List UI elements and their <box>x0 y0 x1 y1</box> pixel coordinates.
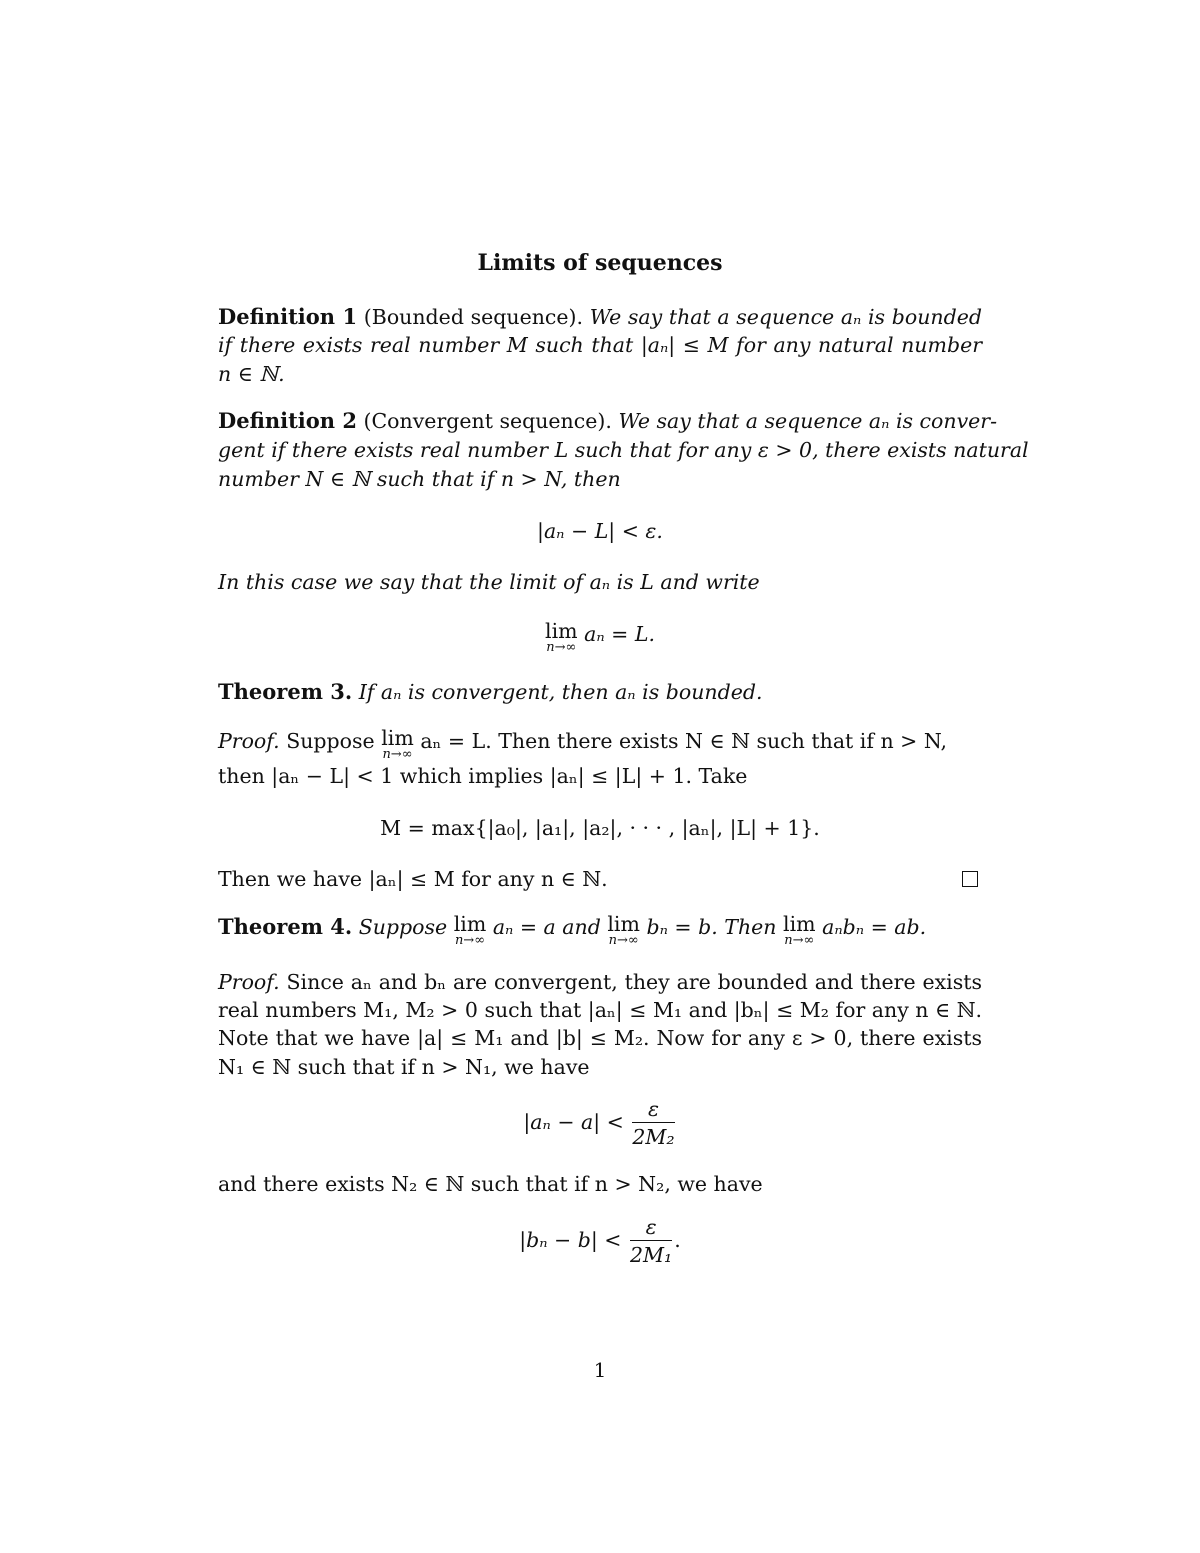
theorem-4-part-2: bₙ = b. Then <box>646 915 777 939</box>
theorem-4-lim-2: lim n→∞ <box>607 912 640 948</box>
definition-2-line-4: In this case we say that the limit of aₙ is L and write <box>218 570 760 594</box>
limit-equation <box>0 620 1200 654</box>
definition-1-line-1 <box>218 303 982 331</box>
equation-1-fraction: $\frac{\varepsilon}{\text{2M₂}}$ <box>632 1097 675 1149</box>
definition-2-line-3: number N ∈ ℕ such that if n > N, then <box>218 467 621 491</box>
definition-1-text: We say that a sequence aₙ is bounded <box>589 305 982 329</box>
equation-2-lhs: |bₙ − b| < <box>519 1228 622 1252</box>
definition-2-line-2: gent if there exists real number L such that for any ε > 0, there exists natural <box>218 438 1029 462</box>
definition-2-text: We say that a sequence aₙ is conver- <box>618 409 998 433</box>
definition-1-line-2: if there exists real number M such that |aₙ| ≤ M for any natural number <box>218 333 982 357</box>
definition-2-equation: |aₙ − L| < ε. <box>537 519 663 543</box>
proof-3-lim: lim n→∞ <box>381 726 414 762</box>
definition-2-label: Definition 2 <box>218 408 357 433</box>
lim-subscript: n→∞ <box>546 640 577 655</box>
proof-4-line-2: real numbers M₁, M₂ > 0 such that |aₙ| ≤ M₁ and |bₙ| ≤ M₂ for any n ∈ ℕ. <box>218 998 982 1022</box>
definition-1-label: Definition 1 <box>218 304 358 329</box>
theorem-4-part-1: aₙ = a and <box>492 915 601 939</box>
proof-4-line-1 <box>218 968 982 996</box>
proof-3-lim-subscript: n→∞ <box>382 747 413 762</box>
equation-1-lhs: |aₙ − a| < <box>523 1110 624 1134</box>
definition-1-line-3: n ∈ ℕ. <box>218 362 285 386</box>
theorem-4-suppose: Suppose <box>358 915 448 939</box>
proof-3-line-1-rest: aₙ = L. Then there exists N ∈ ℕ such that if n > N, <box>420 729 948 753</box>
proof-3-line-3: Then we have |aₙ| ≤ M for any n ∈ ℕ. <box>218 867 608 891</box>
theorem-4-label: Theorem 4. <box>218 914 353 939</box>
proof-3-label: Proof. <box>218 729 280 753</box>
proof-3-line-2: then |aₙ − L| < 1 which implies |aₙ| ≤ |L| + 1. Take <box>218 764 748 788</box>
definition-1-name: (Bounded sequence). <box>363 305 584 329</box>
theorem-3-statement: If aₙ is convergent, then aₙ is bounded. <box>358 680 763 704</box>
limit-equation-rhs: aₙ = L. <box>584 622 655 646</box>
theorem-3-label: Theorem 3. <box>218 679 353 704</box>
qed-box <box>962 871 978 887</box>
document-title: Limits of sequences <box>477 250 723 276</box>
proof-4-line-3: Note that we have |a| ≤ M₁ and |b| ≤ M₂. Now for any ε > 0, there exists <box>218 1026 982 1050</box>
theorem-4-lim-3: lim n→∞ <box>783 912 816 948</box>
theorem-4 <box>218 913 982 947</box>
page-number: 1 <box>593 1358 607 1382</box>
proof-4-line-1-text: Since aₙ and bₙ are convergent, they are bounded and there exists <box>286 970 982 994</box>
proof-3-line-1 <box>218 727 982 761</box>
lim-operator: lim n→∞ <box>545 619 578 655</box>
proof-4-equation-2: |bₙ − b| < $\frac{\varepsilon}{\text{2M₁}}$ . <box>519 1215 681 1267</box>
definition-2-name: (Convergent sequence). <box>363 409 612 433</box>
proof-4-line-5: and there exists N₂ ∈ ℕ such that if n > N₂, we have <box>218 1172 763 1196</box>
theorem-3 <box>218 678 982 706</box>
proof-3-suppose: Suppose <box>286 729 375 753</box>
proof-4-equation-1 <box>0 1094 1200 1151</box>
proof-4-line-4: N₁ ∈ ℕ such that if n > N₁, we have <box>218 1055 590 1079</box>
proof-3-equation: M = max{|a₀|, |a₁|, |a₂|, · · · , |aₙ|, |L| + 1}. <box>380 816 820 840</box>
proof-4-label: Proof. <box>218 970 280 994</box>
equation-2-fraction: $\frac{\varepsilon}{\text{2M₁}}$ <box>630 1215 673 1267</box>
theorem-4-lim-1: lim n→∞ <box>453 912 487 948</box>
definition-2-line-1 <box>218 407 998 435</box>
theorem-4-part-3: aₙbₙ = ab. <box>822 915 927 939</box>
